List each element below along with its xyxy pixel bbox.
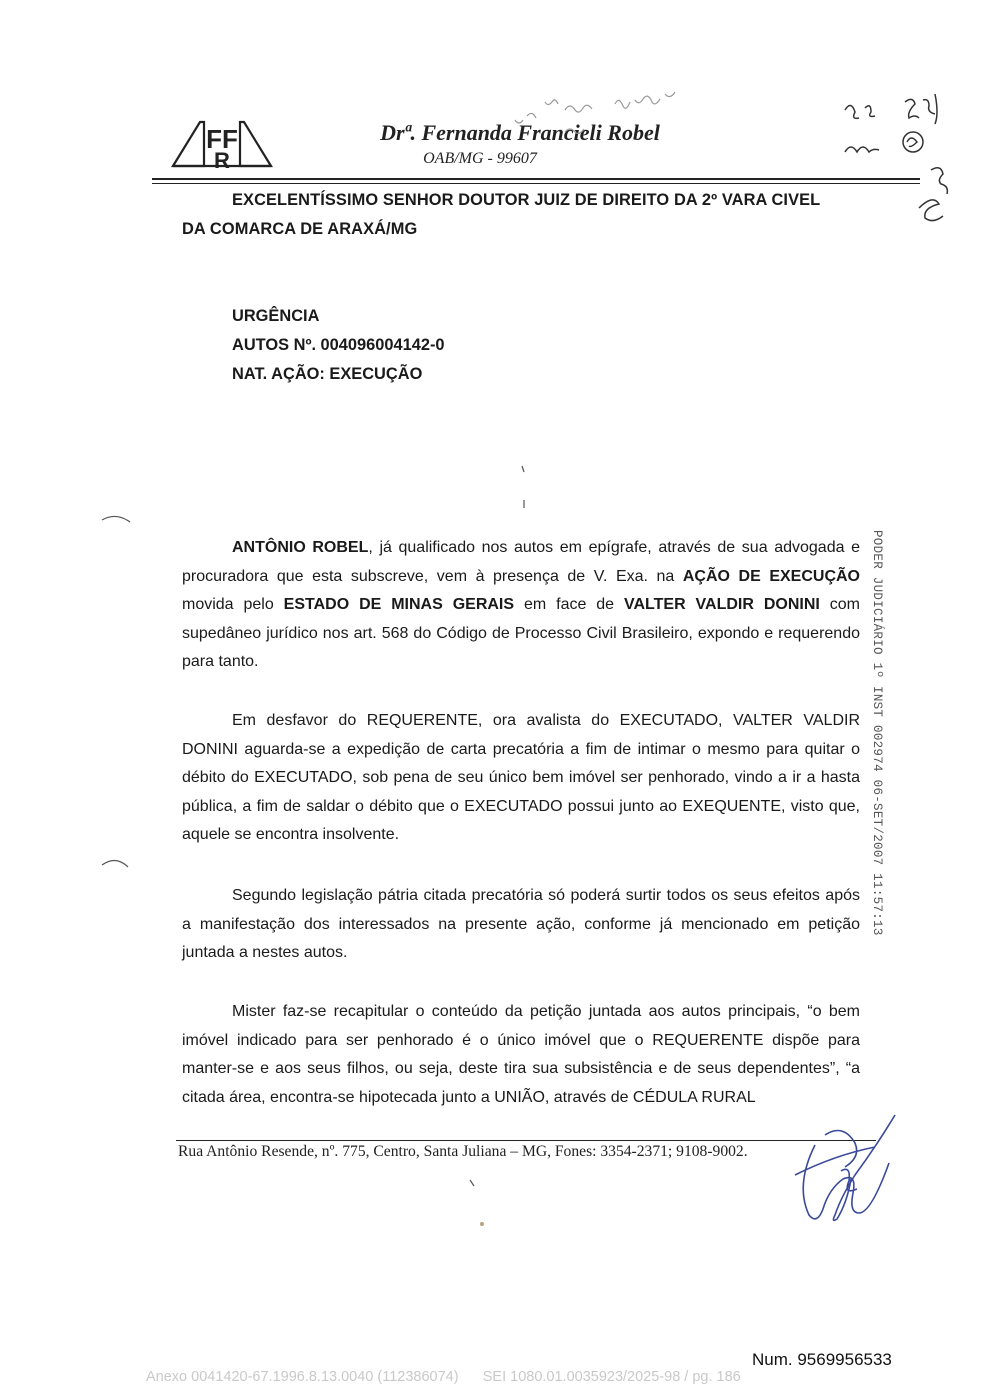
footer-address: Rua Antônio Resende, nº. 775, Centro, Santa Juliana – MG, Fones: 3354-2371; 9108-9002. [178, 1143, 748, 1160]
svg-text:FF: FF [206, 124, 238, 154]
protocol-stamp: PODER JUDICIÁRIO 1º INST 002974 06-SET/2007 11:57:13 [870, 530, 884, 936]
defendant-name: VALTER VALDIR DONINI [624, 596, 820, 614]
petitioner-name: ANTÔNIO ROBEL [232, 539, 369, 556]
header-divider-thin [152, 183, 920, 184]
addressee-line-1: EXCELENTÍSSIMO SENHOR DOUTOR JUIZ DE DIREITO DA 2º VARA CIVEL [232, 191, 821, 209]
paragraph-text: em face de [514, 596, 624, 614]
header-divider [152, 178, 920, 180]
scan-marks [90, 450, 540, 1250]
paragraph-text: com supedâneo jurídico nos art. 568 do Código de Processo Civil Brasileiro, expondo e requerendo para tanto. [182, 596, 860, 671]
lawyer-oab-number: OAB/MG - 99607 [423, 150, 537, 167]
lawyer-name: Drª. Fernanda Francieli Robel [380, 120, 660, 145]
paragraph-text: Em desfavor do REQUERENTE, ora avalista do EXECUTADO, VALTER VALDIR DONINI aguarda-se a expedição de carta precatória a fim de intimar o mesmo para quitar o débito do EXECUTADO, sob pena de seu único bem imóvel ser penhorado, vindo a ir a hasta pública, a fim de saldar o débito que o EXECUTADO possui junto ao EXEQUENTE, visto que, aquele se encontra insolvente. [182, 712, 860, 844]
case-number: AUTOS Nº. 004096004142-0 [232, 336, 445, 354]
paragraph-text: Segundo legislação pátria citada precatória só poderá surtir todos os seus efeitos após a manifestação dos interessados na presente ação, conforme já mencionado em petição juntada a nestes autos. [182, 887, 860, 962]
action-type: AÇÃO DE EXECUÇÃO [682, 567, 860, 585]
paragraph-text: , já qualificado nos autos em epígrafe, através de sua advogada e procuradora que esta subscreve, vem à presença de V. Exa. na [182, 539, 861, 585]
law-firm-logo [170, 118, 274, 170]
urgency-label: URGÊNCIA [232, 307, 320, 325]
addressee [182, 186, 872, 244]
signature [785, 1105, 915, 1235]
handwritten-annotation-top [505, 80, 705, 140]
case-identification [232, 302, 445, 389]
action-nature: NAT. AÇÃO: EXECUÇÃO [232, 365, 423, 383]
addressee-line-2: DA COMARCA DE ARAXÁ/MG [182, 220, 418, 238]
handwritten-page-number [835, 90, 965, 240]
plaintiff-name: ESTADO DE MINAS GERAIS [283, 596, 515, 614]
annex-reference: Anexo 0041420-67.1996.8.13.0040 (112386074) SEI 1080.01.0035923/2025-98 / pg. 186 [146, 1369, 741, 1385]
paragraph-text: Mister faz-se recapitular o conteúdo da petição juntada aos autos principais, “o bem imóvel indicado para ser penhorado é o único imóvel que o REQUERENTE dispõe para manter-se e aos seus filhos, ou seja, deste tira sua subsistência e de seus dependentes”, “a citada área, encontra-se hipotecada junto a UNIÃO, através de CÉDULA RURAL [182, 1003, 860, 1106]
document-number-stamp: Num. 9569956533 [752, 1350, 892, 1369]
svg-text:R: R [214, 148, 230, 170]
paragraph-text: movida pelo [182, 596, 284, 614]
